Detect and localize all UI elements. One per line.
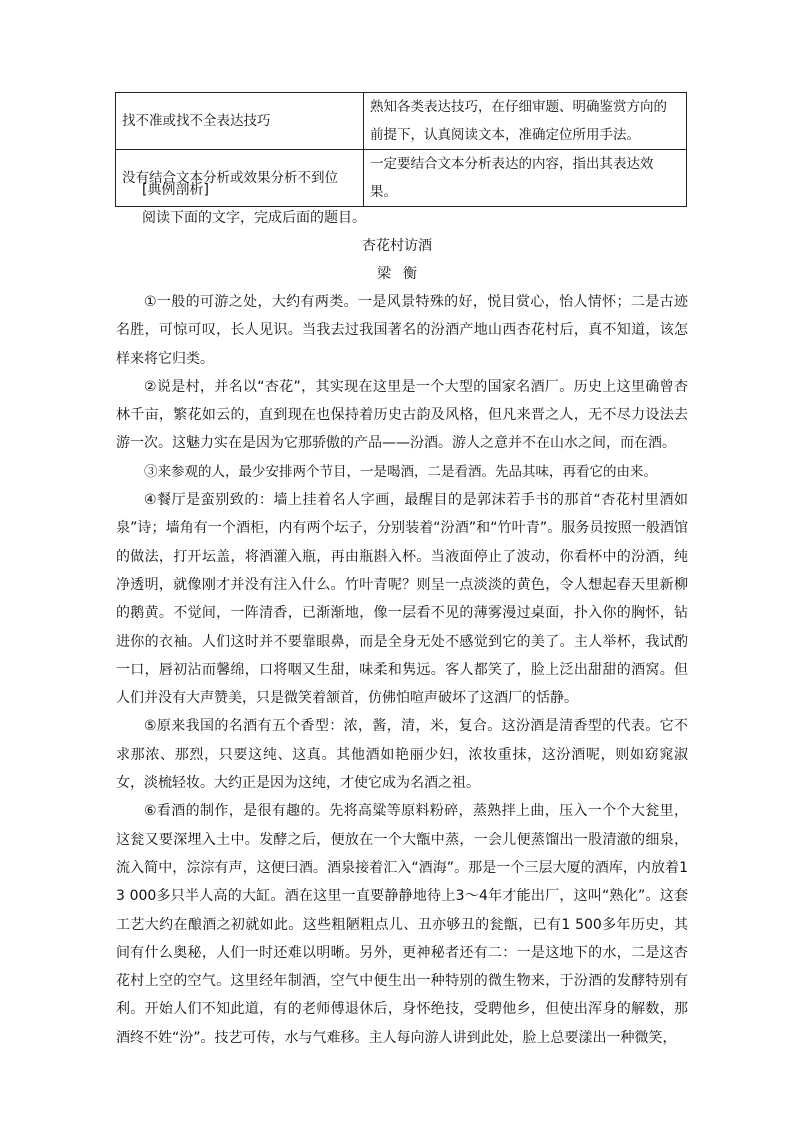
paragraph-3: ③来参观的人，最少安排两个节目，一是喝酒，二是看酒。先品其味，再看它的由来。 (144, 463, 657, 480)
section-label: [典例剖析] (142, 182, 209, 198)
paragraph-5: ⑤原来我国的名酒有五个香型：浓，酱，清，米，复合。这汾酒是清香型的代表。它不求那浓、那烈，只要这纯、这真。其他酒如艳丽少妇，浓妆重抹，这汾酒呢，则如窈窕淑女，淡梳轻妆。大约正是因为这纯，才使它成为名酒之祖。 (116, 718, 688, 792)
paragraph-4: ④餐厅是蛮别致的：墙上挂着名人字画，最醒目的是郭沫若手书的那首“杏花村里酒如泉”诗；墙角有一个酒柜，内有两个坛子，分别装着“汾酒”和“竹叶青”。服务员按照一般酒馆的做法，打开坛盖，将酒灌入瓶，再由瓶斟入杯。当液面停止了波动，你看杯中的汾酒，纯净透明，就像刚才并没有注入什么。竹叶青呢？则呈一点淡淡的黄色，令人想起春天里新柳的鹅黄。不觉间，一阵清香，已渐渐地，像一层看不见的薄雾漫过桌面，扑入你的胸怀，钻进你的衣袖。人们这时并不要靠眼鼻，而是全身无处不感觉到它的美了。主人举杯，我试酌一口，唇初沾而馨绵，口将咽又生甜，味柔和隽远。客人都笑了，脸上泛出甜甜的酒窝。但人们并没有大声赞美，只是微笑着颔首，仿佛怕喧声破坏了这酒厂的恬静。 (116, 492, 688, 707)
article-body (116, 288, 688, 1052)
problem-cell: 找不准或找不全表达技巧 (116, 93, 364, 150)
solution-cell: 一定要结合文本分析表达的内容，指出其表达效果。 (364, 150, 687, 207)
solution-cell: 熟知各类表达技巧，在仔细审题、明确鉴赏方向的前提下，认真阅读文本，准确定位所用手法。 (364, 93, 687, 150)
article-author: 梁衡 (377, 266, 429, 282)
table-row (116, 93, 687, 150)
article-title: 杏花村访酒 (362, 238, 432, 254)
paragraph-6: ⑥看酒的制作，是很有趣的。先将高粱等原料粉碎，蒸熟拌上曲，压入一个个大瓮里，这瓮又要深埋入土中。发酵之后，便放在一个大甑中蒸，一会儿便蒸馏出一股清澈的细泉，流入简中，淙淙有声，这便曰酒。酒泉接着汇入“酒海”。那是一个三层大厦的酒库，内放着13 000多只半人高的大缸。酒在这里一直要静静地待上3～4年才能出厂，这叫“熟化”。这套工艺大约在酿酒之初就如此。这些粗陋粗点儿、丑亦够丑的瓮甑，已有1 500多年历史，其间有什么奥秘，人们一时还难以明晰。另外，更神秘者还有二：一是这地下的水，二是这杏花村上空的空气。这里经年制酒，空气中便生出一种特别的微生物来，于汾酒的发酵特别有利。开始人们不知此道，有的老师傅退休后，身怀绝技，受聘他乡，但使出浑身的解数，那酒终不姓“汾”。技艺可传，水与气难移。主人每向游人讲到此处，脸上总要漾出一种微笑， (116, 803, 688, 1046)
paragraph-1: ①一般的可游之处，大约有两类。一是风景特殊的好，悦目赏心，怡人情怀；二是古迹名胜，可惊可叹，长人见识。当我去过我国著名的汾酒产地山西杏花村后，真不知道，该怎样来将它归类。 (116, 294, 688, 367)
reading-instruction: 阅读下面的文字，完成后面的题目。 (142, 210, 366, 226)
problem-cell: 没有结合文本分析或效果分析不到位 (116, 150, 364, 207)
paragraph-2: ②说是村，并名以“杏花”，其实现在这里是一个大型的国家名酒厂。历史上这里确曾杏林千亩，繁花如云的，直到现在也保持着历史古韵及风格，但凡来晋之人，无不尽力设法去游一次。这魅力实在是因为它那骄傲的产品——汾酒。游人之意并不在山水之间，而在酒。 (116, 378, 688, 452)
